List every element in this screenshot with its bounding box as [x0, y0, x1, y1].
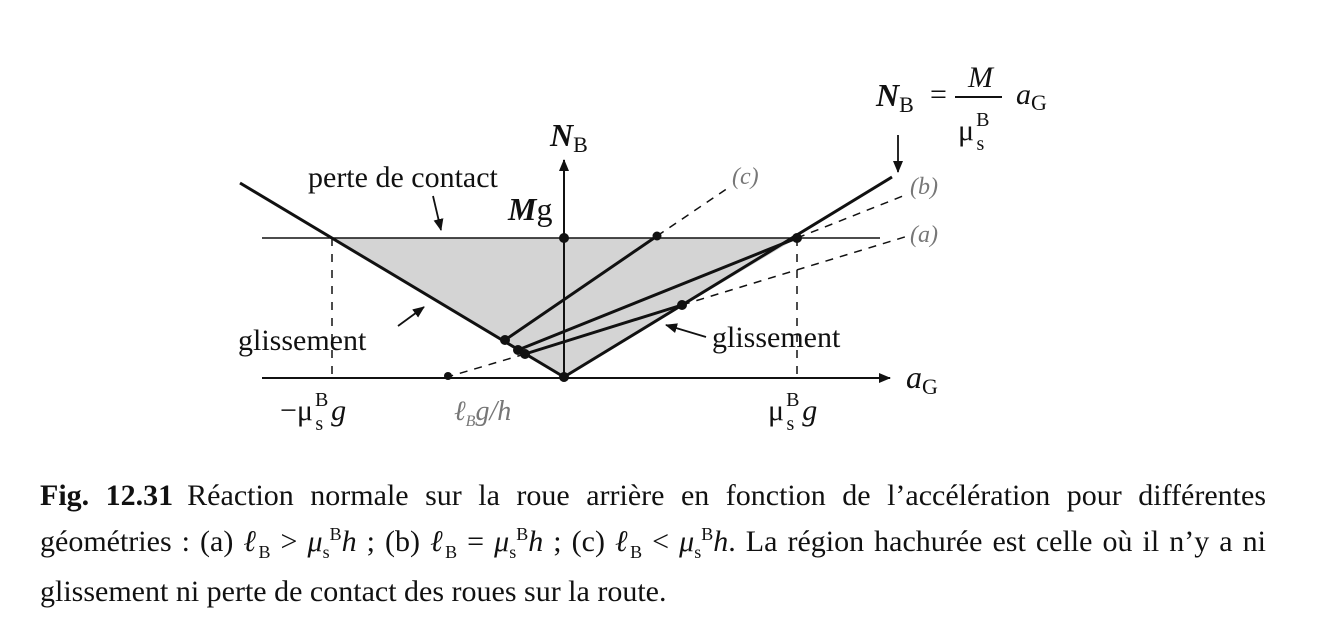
- svg-text:M: M: [968, 61, 993, 94]
- point-c-left: [500, 335, 510, 345]
- y-axis-label: NB: [550, 117, 588, 157]
- svg-text:=: =: [930, 78, 947, 111]
- caption-text-2: . La région hachurée est celle où il n’y a ni glissement ni perte de contact des roues sur la route.: [40, 525, 1267, 608]
- caption-text-1: Réaction normale sur la roue arrière en fonction de l’accélération pour différentes géométries : (a): [40, 479, 1266, 558]
- arrow-perte: [433, 196, 441, 230]
- lg-over-h-label: ℓ$_B$g/h: [454, 396, 512, 430]
- perte-de-contact-label: perte de contact: [308, 161, 498, 194]
- caption-l-b: ℓ$_B$: [430, 525, 458, 562]
- point-c-top: [653, 232, 662, 241]
- caption-sep-b: ; (b): [356, 525, 431, 558]
- curves-extension-dashed: [444, 354, 525, 378]
- caption-l-a: ℓ$_B$: [243, 525, 271, 562]
- caption-lt: <: [642, 525, 680, 558]
- point-a-right: [677, 300, 687, 310]
- formula-nb: [875, 61, 1047, 155]
- caption-mu-h-b: $\mu_s^Bh$: [494, 524, 544, 562]
- caption-mu-h-c: $\mu_s^Bh$: [679, 524, 729, 562]
- neg-mu-g-label: −μ $^B$ s g: [280, 389, 347, 435]
- point-mg: [559, 233, 569, 243]
- point-origin: [559, 372, 569, 382]
- figure-caption: [40, 476, 1266, 611]
- arrow-glissement-right: [666, 325, 706, 337]
- glissement-right-label: glissement: [712, 321, 841, 354]
- curve-c-label: (c): [732, 164, 759, 190]
- caption-sep-c: ; (c): [543, 525, 616, 558]
- caption-mu-h-a: $\mu_s^Bh$: [307, 524, 357, 562]
- caption-fig-label: Fig. 12.31: [40, 479, 174, 512]
- svg-text:NB: NB: [876, 77, 914, 117]
- point-b-top: [792, 233, 802, 243]
- point-a-left: [520, 349, 530, 359]
- svg-text:μBs: μ $^B$ s: [958, 109, 990, 155]
- curve-c-dashed: [657, 188, 728, 236]
- curve-a-label: (a): [910, 222, 938, 248]
- pos-mu-g-label: μ $^B$ s g: [768, 389, 818, 435]
- arrow-glissement-left: [398, 307, 424, 326]
- x-axis-label: aG: [906, 359, 938, 399]
- point-lg: [444, 372, 452, 380]
- caption-eq: =: [457, 525, 495, 558]
- svg-text:aG: $a_G$: [1016, 78, 1047, 115]
- glissement-left-label: glissement: [238, 324, 367, 357]
- caption-l-c: ℓ$_B$: [615, 525, 643, 562]
- caption-gt: >: [270, 525, 308, 558]
- curve-b-label: (b): [910, 174, 938, 200]
- mg-label: Mg: [508, 191, 553, 227]
